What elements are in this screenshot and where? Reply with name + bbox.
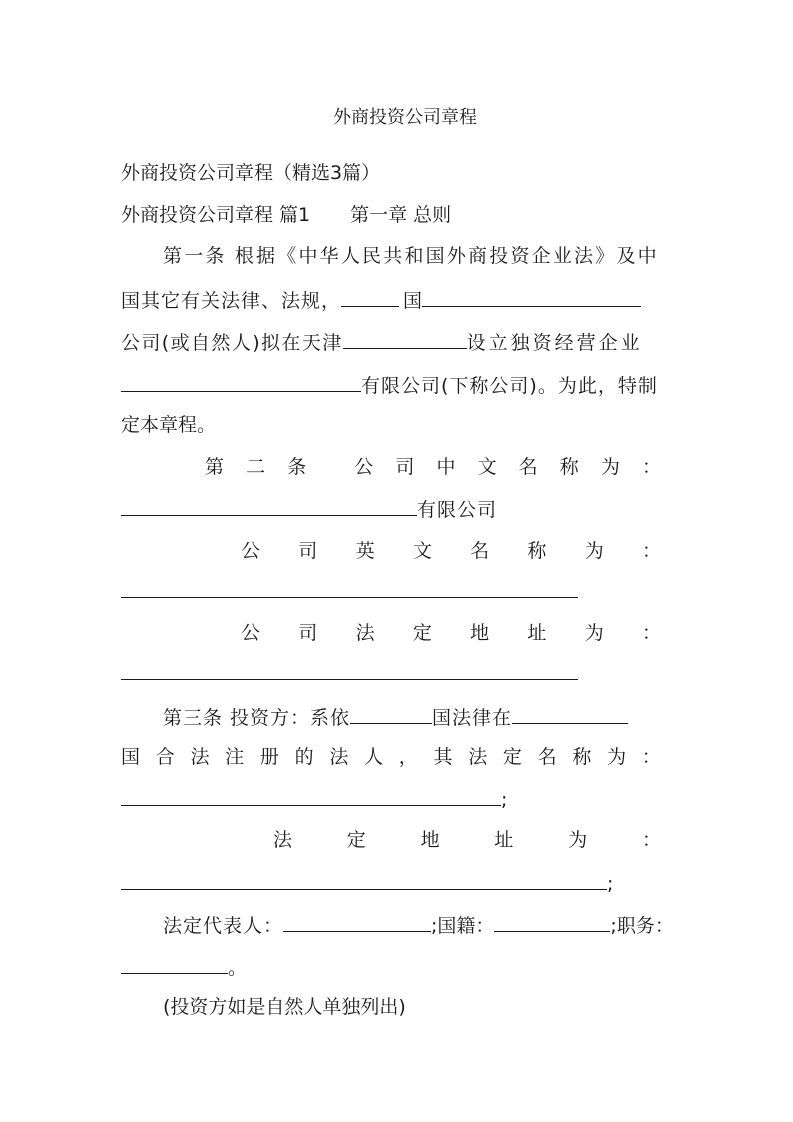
a2-en-ch: 司 [298,540,318,562]
a2-addr-ch: 司 [298,622,318,644]
article2-heading [205,455,661,479]
article2-addr-blank-line [121,660,578,680]
a2-en-ch: 公 [241,540,261,562]
a3-l2-ch: 其 [433,746,453,768]
blank-company-address[interactable] [121,660,578,680]
blank-investor-legal-name[interactable] [121,786,501,806]
article2-en-blank-line [121,578,578,598]
article1-line1: 第一条 根据《中华人民共和国外商投资企业法》及中 [163,245,659,267]
a3-l2-ch: 册 [259,746,279,768]
doc-subtitle: 外商投资公司章程（精选3篇） [121,162,381,184]
article3-line1 [163,704,628,730]
blank-position[interactable] [121,954,228,974]
a3-l2-ch: 名 [537,746,557,768]
a3-l2-ch: 人 [364,746,384,768]
a3-l2-ch: 法 [468,746,488,768]
a2-ch: 为 [600,456,620,478]
blank-law-country[interactable] [350,704,432,724]
a3-l2-ch: 称 [572,746,592,768]
a3-addr-ch: ： [641,829,661,851]
a3-addr-ch: 为 [568,829,588,851]
a2-ch: 公 [354,456,374,478]
semicolon: ; [501,789,508,811]
blank-cn-name[interactable] [121,496,417,516]
article3-addr-blank-line [121,870,613,896]
a2-ch: ： [641,456,661,478]
a3-addr-ch: 定 [346,829,366,851]
a3-l2-ch: 的 [294,746,314,768]
article1-line5: 定本章程。 [121,414,217,436]
blank-investor-address[interactable] [121,870,607,890]
a2-en-ch: 英 [355,540,375,562]
doc-title: 外商投资公司章程 [333,107,477,128]
section-heading [121,203,451,227]
chapter-label: 第一章 总则 [350,204,452,226]
article1-l3-text: 公司(或自然人)拟在天津 [121,332,343,354]
a3-l2-ch: 注 [225,746,245,768]
a3-l2-ch: 法 [190,746,210,768]
a2-addr-ch: ： [641,622,661,644]
a2-en-ch: 名 [470,540,490,562]
blank-en-name[interactable] [121,578,578,598]
blank-register-country[interactable] [512,704,628,724]
article1-line3 [121,329,643,355]
a2-ch: 条 [287,456,307,478]
a3-l2-ch: 合 [155,746,175,768]
semicolon: ; [607,873,614,895]
blank-location[interactable] [343,329,467,349]
cn-name-suffix: 有限公司 [417,499,498,521]
a2-en-ch: 文 [412,540,432,562]
a2-en-ch: 称 [527,540,547,562]
nationality-label: ;国籍： [431,915,495,937]
full-stop: 。 [228,957,248,979]
a3-l2-ch: 为 [607,746,627,768]
article3-note: (投资方如是自然人单独列出) [163,996,406,1018]
article3-line2 [121,745,661,769]
blank-country[interactable] [341,287,399,307]
a2-addr-ch: 公 [241,622,261,644]
part-label: 外商投资公司章程 篇1 [121,204,311,226]
position-label: ;职务： [610,915,674,937]
a2-addr-ch: 为 [584,622,604,644]
article3-pos-blank-line [121,954,247,980]
a3-l2-ch: 法 [329,746,349,768]
a3-l2-ch: 国 [121,746,141,768]
a3-l2-ch: 定 [502,746,522,768]
article3-name-blank-line [121,786,507,812]
a2-ch: 名 [518,456,538,478]
a2-addr-ch: 地 [470,622,490,644]
rep-label: 法定代表人： [163,915,284,937]
a3-addr-ch: 地 [420,829,440,851]
blank-representative[interactable] [283,912,431,932]
a2-ch: 文 [477,456,497,478]
article1-l3-suffix: 设立独资经营企业 [466,332,643,354]
a2-ch: 中 [436,456,456,478]
article1-l2-country: 国 [403,290,423,312]
article1-l2-text: 国其它有关法律、法规， [121,290,342,312]
a3-l2-ch: ， [398,746,418,768]
a2-en-ch: ： [641,540,661,562]
a2-ch: 司 [395,456,415,478]
article1-line4 [121,372,658,398]
a2-addr-ch: 法 [355,622,375,644]
a2-ch: 第 [205,456,225,478]
a3-addr-ch: 址 [494,829,514,851]
a2-addr-ch: 址 [527,622,547,644]
a3-addr-ch: 法 [273,829,293,851]
blank-nationality[interactable] [494,912,610,932]
article1-line2 [121,287,641,313]
article2-en-heading [241,539,661,563]
a2-ch: 二 [246,456,266,478]
article2-cn-name-line [121,496,497,522]
a2-addr-ch: 定 [412,622,432,644]
blank-company-name[interactable] [121,372,361,392]
article2-addr-heading [241,621,661,645]
article1-l4-text: 有限公司(下称公司)。为此，特制 [361,375,658,397]
article3-rep-line [163,912,674,938]
blank-investor-name[interactable] [422,287,641,307]
article3-addr-heading [273,828,661,852]
a3-l1-mid: 国法律在 [432,707,513,729]
a2-ch: 称 [559,456,579,478]
a3-l2-ch: ： [641,746,661,768]
a3-l1-text: 第三条 投资方：系依 [163,707,351,729]
a2-en-ch: 为 [584,540,604,562]
